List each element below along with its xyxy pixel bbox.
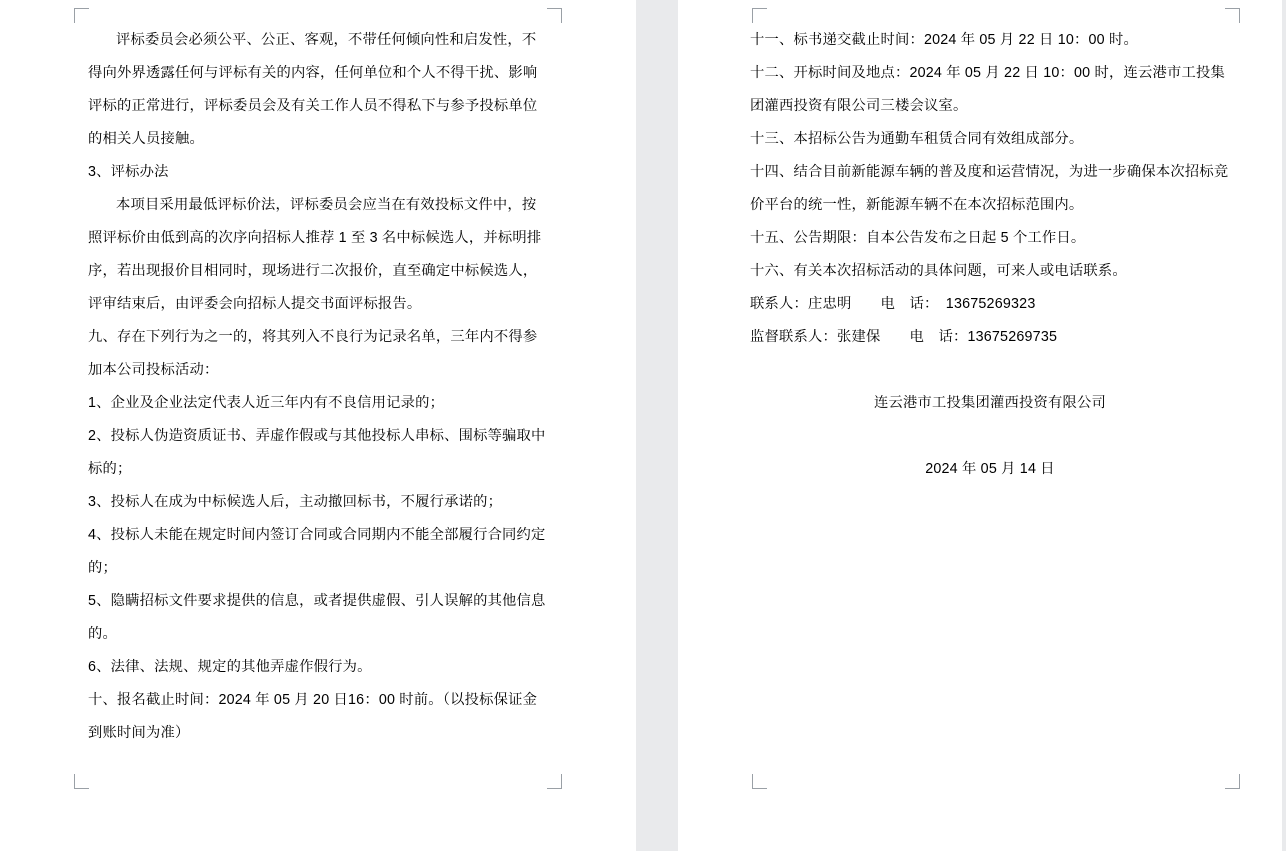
page-left-content	[88, 24, 548, 750]
crop-mark-top-left-icon	[74, 8, 89, 23]
paragraph: 十四、结合目前新能源车辆的普及度和运营情况，为进一步确保本次招标竞价平台的统一性，新能源车辆不在本次招标范围内。	[750, 164, 1229, 213]
supervision-contact-line: 监督联系人：张建保 电 话：13675269735	[750, 329, 1058, 345]
paragraph: 5、隐瞒招标文件要求提供的信息，或者提供虚假、引人误解的其他信息的。	[88, 593, 546, 642]
workspace-right-strip	[1282, 0, 1286, 851]
crop-mark-bottom-left-icon	[752, 774, 767, 789]
paragraph: 十二、开标时间及地点：2024 年 05 月 22 日 10：00 时，连云港市工投集团灌西投资有限公司三楼会议室。	[750, 65, 1225, 114]
crop-mark-bottom-right-icon	[547, 774, 562, 789]
paragraph: 九、存在下列行为之一的，将其列入不良行为记录名单，三年内不得参加本公司投标活动：	[88, 329, 538, 378]
document-page-left	[0, 0, 636, 851]
page-right-content	[750, 24, 1230, 486]
spacer-line	[750, 354, 1230, 387]
paragraph: 十、报名截止时间：2024 年 05 月 20 日16：00 时前。（以投标保证金到账时间为准）	[88, 692, 538, 741]
crop-mark-bottom-left-icon	[74, 774, 89, 789]
crop-mark-top-left-icon	[752, 8, 767, 23]
crop-mark-bottom-right-icon	[1225, 774, 1240, 789]
paragraph: 3、投标人在成为中标候选人后，主动撤回标书，不履行承诺的；	[88, 494, 503, 510]
spacer-line	[750, 420, 1230, 453]
signature-date: 2024 年 05 月 14 日	[925, 461, 1055, 477]
paragraph: 6、法律、法规、规定的其他弄虚作假行为。	[88, 659, 372, 675]
paragraph: 十六、有关本次招标活动的具体问题，可来人或电话联系。	[750, 263, 1127, 279]
paragraph: 十一、标书递交截止时间：2024 年 05 月 22 日 10：00 时。	[750, 32, 1138, 48]
paragraph: 本项目采用最低评标价法，评标委员会应当在有效投标文件中，按照评标价由低到高的次序向招标人推荐 1 至 3 名中标候选人，并标明排序，若出现报价目相同时，现场进行二次报价，直至确定中标候选人，评审结束后，由评委会向招标人提交书面评标报告。	[88, 197, 542, 312]
document-page-right	[678, 0, 1286, 851]
crop-mark-top-right-icon	[547, 8, 562, 23]
paragraph: 十五、公告期限：自本公告发布之日起 5 个工作日。	[750, 230, 1086, 246]
paragraph: 4、投标人未能在规定时间内签订合同或合同期内不能全部履行合同约定的；	[88, 527, 546, 576]
paragraph: 2、投标人伪造资质证书、弄虚作假或与其他投标人串标、围标等骗取中标的；	[88, 428, 546, 477]
signature-organization: 连云港市工投集团灌西投资有限公司	[874, 395, 1106, 411]
crop-mark-top-right-icon	[1225, 8, 1240, 23]
contact-line: 联系人：庄忠明 电 话： 13675269323	[750, 296, 1036, 312]
paragraph: 1、企业及企业法定代表人近三年内有不良信用记录的；	[88, 395, 445, 411]
paragraph: 评标委员会必须公平、公正、客观，不带任何倾向性和启发性，不得向外界透露任何与评标有关的内容，任何单位和个人不得干扰、影响评标的正常进行，评标委员会及有关工作人员不得私下与参予投标单位的相关人员接触。	[88, 32, 538, 147]
paragraph: 3、评标办法	[88, 164, 169, 180]
paragraph: 十三、本招标公告为通勤车租赁合同有效组成部分。	[750, 131, 1084, 147]
page-gutter	[650, 0, 664, 851]
